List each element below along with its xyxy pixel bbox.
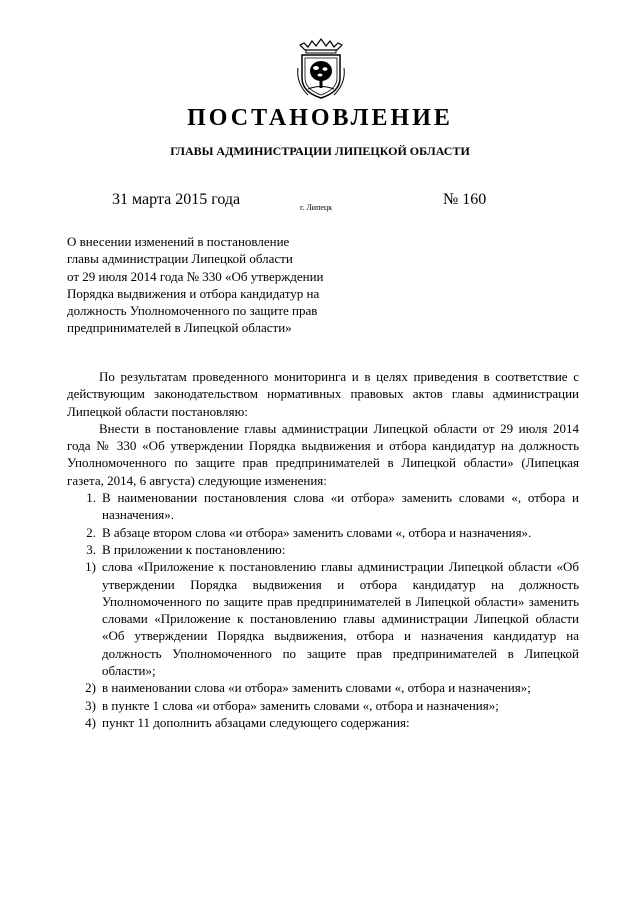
document-subtitle: ГЛАВЫ АДМИНИСТРАЦИИ ЛИПЕЦКОЙ ОБЛАСТИ	[170, 144, 470, 158]
sub-list-item-text: в наименовании слова «и отбора» заменить словами «, отбора и назначения»;	[102, 680, 531, 696]
coat-of-arms-icon	[296, 38, 346, 100]
sub-list-item-number: 4)	[85, 714, 96, 730]
reference-title-line: главы администрации Липецкой области	[67, 251, 293, 267]
list-item-number: 2.	[86, 524, 96, 540]
sub-list-item-number: 3)	[85, 697, 96, 713]
reference-title-line: Порядка выдвижения и отбора кандидатур на	[67, 285, 320, 301]
list-item-text: В абзаце втором слова «и отбора» заменить словами «, отбора и назначения».	[102, 524, 532, 540]
list-item	[67, 489, 579, 524]
document-number: № 160	[443, 191, 487, 208]
list-item	[67, 524, 579, 541]
list-item-number: 1.	[86, 490, 96, 506]
body-paragraph: Внести в постановление главы администрации Липецкой области от 29 июля 2014 года № 330 «Об утверждении Порядка выдвижения и отбора кандидатур на должность Уполномоченного по защите прав предпринимателей в Липецкой области» (Липецкая газета, 2014, 6 августа) следующие изменения:	[67, 420, 579, 488]
sub-list-item-number: 1)	[85, 559, 96, 575]
list-item-number: 3.	[86, 541, 96, 557]
document-title: ПОСТАНОВЛЕНИЕ	[187, 105, 453, 131]
reference-title-line: предпринимателей в Липецкой области»	[67, 320, 292, 336]
sub-list-item-text: пункт 11 дополнить абзацами следующего содержания:	[102, 714, 410, 730]
sub-list-item	[67, 697, 579, 714]
list-item-text: В наименовании постановления слова «и отбора» заменить словами «, отбора и назначения».	[102, 490, 579, 523]
reference-title	[67, 233, 387, 337]
list-item	[67, 541, 579, 558]
sub-list-item	[67, 558, 579, 679]
sub-list-item	[67, 679, 579, 696]
body-paragraph: По результатам проведенного мониторинга и в целях приведения в соответствие с действующим законодательством нормативных правовых актов главы администрации Липецкой области постановляю:	[67, 369, 579, 419]
document-date: 31 марта 2015 года	[112, 191, 241, 208]
reference-title-line: должность Уполномоченного по защите прав	[67, 303, 318, 319]
document-body	[67, 368, 579, 731]
sub-list-item-text: слова «Приложение к постановлению главы администрации Липецкой области «Об утверждении Порядка выдвижения и отбора кандидатур на должность Уполномоченного по защите прав предпринимателей в Липецкой области» заменить словами «Приложение к постановлению главы администрации Липецкой области «Об утверждении Порядка выдвижения, отбора и назначения кандидатур на должность Уполномоченного по защите прав предпринимателей в Липецкой области»;	[102, 559, 579, 679]
sub-list-item-number: 2)	[85, 680, 96, 696]
document-city: г. Липецк	[300, 203, 333, 212]
list-item-text: В приложении к постановлению:	[102, 541, 286, 557]
sub-list-item	[67, 714, 579, 731]
reference-title-line: О внесении изменений в постановление	[67, 234, 290, 249]
reference-title-line: от 29 июля 2014 года № 330 «Об утверждении	[67, 268, 324, 284]
sub-list-item-text: в пункте 1 слова «и отбора» заменить словами «, отбора и назначения»;	[102, 697, 499, 713]
